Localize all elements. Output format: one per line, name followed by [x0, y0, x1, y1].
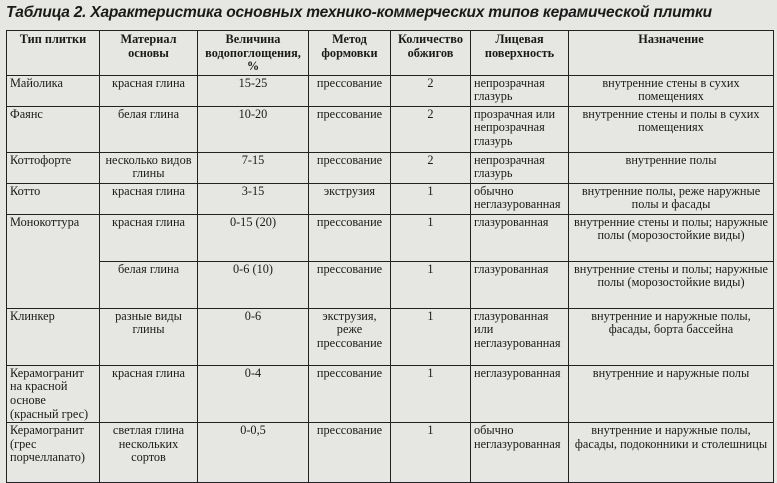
purpose-cell: внутренние и наружные полы	[569, 365, 774, 422]
tile-type-cell: Майолика	[7, 75, 100, 106]
absorption-cell: 0-6	[198, 308, 309, 365]
firings-cell: 2	[391, 106, 471, 152]
table-row	[7, 365, 774, 422]
firings-cell: 1	[391, 423, 471, 483]
absorption-cell: 15-25	[198, 75, 309, 106]
firings-cell: 1	[391, 183, 471, 214]
header-forming-method: Метод формовки	[309, 31, 391, 76]
purpose-cell: внутренние полы	[569, 152, 774, 183]
table-body	[7, 75, 774, 482]
tile-type-cell: Котто	[7, 183, 100, 214]
table-row	[7, 261, 774, 308]
surface-cell: глазурованная	[471, 214, 569, 261]
tile-type-cell: Фаянс	[7, 106, 100, 152]
table-row	[7, 106, 774, 152]
tile-type-cell: Керамогранит на красной основе (красный грес)	[7, 365, 100, 422]
table-header-row	[7, 31, 774, 76]
tile-characteristics-table	[6, 30, 774, 483]
header-tile-type: Тип плитки	[7, 31, 100, 76]
table-title: Таблица 2. Характеристика основных технико-коммерческих типов керамической плитки	[6, 4, 712, 21]
material-cell: белая глина	[100, 106, 198, 152]
purpose-cell: внутренние полы, реже наружные полы и фасады	[569, 183, 774, 214]
surface-cell: непрозрачная глазурь	[471, 152, 569, 183]
tile-type-cell: Керамогранит (грес порчеллanaто)	[7, 423, 100, 483]
absorption-cell: 0-4	[198, 365, 309, 422]
purpose-cell: внутренние и наружные полы, фасады, подоконники и столешницы	[569, 423, 774, 483]
table-row	[7, 214, 774, 261]
method-cell: экструзия, реже прессование	[309, 308, 391, 365]
header-water-absorption: Величина водопоглощения, %	[198, 31, 309, 76]
material-cell: красная глина	[100, 183, 198, 214]
firings-cell: 2	[391, 152, 471, 183]
absorption-cell: 3-15	[198, 183, 309, 214]
surface-cell: глазурованная	[471, 261, 569, 308]
surface-cell: прозрачная или непрозрачная глазурь	[471, 106, 569, 152]
purpose-cell: внутренние стены и полы в сухих помещениях	[569, 106, 774, 152]
header-purpose: Назначение	[569, 31, 774, 76]
purpose-cell: внутренние и наружные полы, фасады, борта бассейна	[569, 308, 774, 365]
absorption-cell: 0-6 (10)	[198, 261, 309, 308]
tile-type-cell: Монокоттура	[7, 214, 100, 308]
surface-cell: неглазурованная	[471, 365, 569, 422]
absorption-cell: 10-20	[198, 106, 309, 152]
material-cell: белая глина	[100, 261, 198, 308]
table-row	[7, 75, 774, 106]
firings-cell: 1	[391, 308, 471, 365]
method-cell: прессование	[309, 261, 391, 308]
table-row	[7, 423, 774, 483]
header-face-surface: Лицевая поверхность	[471, 31, 569, 76]
firings-cell: 1	[391, 365, 471, 422]
firings-cell: 1	[391, 214, 471, 261]
tile-type-cell: Клинкер	[7, 308, 100, 365]
purpose-cell: внутренние стены и полы; наружные полы (морозостойкие виды)	[569, 261, 774, 308]
absorption-cell: 7-15	[198, 152, 309, 183]
method-cell: прессование	[309, 365, 391, 422]
purpose-cell: внутренние стены в сухих помещениях	[569, 75, 774, 106]
firings-cell: 1	[391, 261, 471, 308]
material-cell: несколько видов глины	[100, 152, 198, 183]
table-row	[7, 308, 774, 365]
surface-cell: непрозрачная глазурь	[471, 75, 569, 106]
method-cell: прессование	[309, 106, 391, 152]
surface-cell: глазурованная или неглазурованная	[471, 308, 569, 365]
material-cell: красная глина	[100, 214, 198, 261]
purpose-cell: внутренние стены и полы; наружные полы (морозостойкие виды)	[569, 214, 774, 261]
surface-cell: обычно неглазурованная	[471, 183, 569, 214]
header-base-material: Материал основы	[100, 31, 198, 76]
method-cell: прессование	[309, 214, 391, 261]
method-cell: прессование	[309, 423, 391, 483]
method-cell: прессование	[309, 75, 391, 106]
absorption-cell: 0-15 (20)	[198, 214, 309, 261]
absorption-cell: 0-0,5	[198, 423, 309, 483]
tile-type-cell: Коттофорте	[7, 152, 100, 183]
firings-cell: 2	[391, 75, 471, 106]
header-firing-count: Количество обжигов	[391, 31, 471, 76]
material-cell: красная глина	[100, 75, 198, 106]
method-cell: экструзия	[309, 183, 391, 214]
surface-cell: обычно неглазурованная	[471, 423, 569, 483]
table-row	[7, 152, 774, 183]
material-cell: красная глина	[100, 365, 198, 422]
material-cell: разные виды глины	[100, 308, 198, 365]
material-cell: светлая глина нескольких сортов	[100, 423, 198, 483]
method-cell: прессование	[309, 152, 391, 183]
table-row	[7, 183, 774, 214]
